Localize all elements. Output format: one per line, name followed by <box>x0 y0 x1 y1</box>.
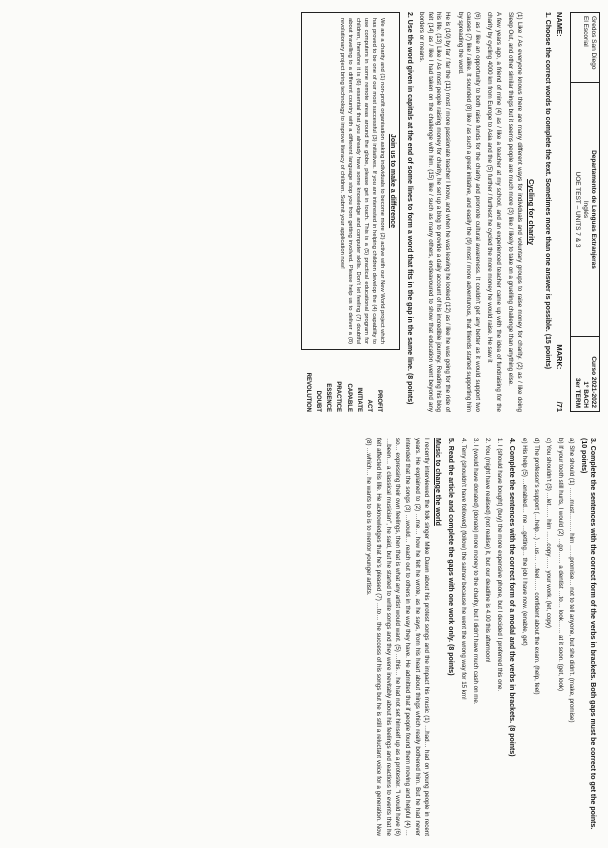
q4-item: 4. Terry (shouldn't have followed) (follow) the satnav because he went the wrong way for 15 km! <box>459 438 467 700</box>
q2-box-title: Join us to make a difference <box>389 133 397 229</box>
q3-items <box>519 438 576 836</box>
mark-label: MARK: <box>554 344 564 370</box>
q5-article: I recently interviewed the folk singer Mike Dawn about his protest songs and the impact his music (1) …had… had on young people in recent years. He explained to (2) …me… how he felt he wrote, as he says, from his heart about things which really bothered him. But he had never intended that the songs (3) …would… reach out to others in the way they have. He admitted that if people found them moving and helpful (4) …so… expressing their own feelings, then that is what any artist would want. (5) …this… he had not set himself up as a protester. "I would have (6) …been… a classical musician", he said, but he started to write songs and they were inevitably about his feelings and reactions to events that he felt affected his life. He acknowledges that he's pleased (7) …to… the success of his songs but he is still a reluctant voice for a generation. Now (8) …which… he wants to do is to mentor younger artists. <box>365 438 431 836</box>
course-term: 3er TERM <box>573 378 581 408</box>
course-cell <box>571 337 599 411</box>
school-cell <box>571 13 599 83</box>
q3-item: e) His help (5) …enabled… me …getting… the job I have now. (enable, get) <box>520 438 528 646</box>
q2-text-box <box>301 12 401 350</box>
q3-item: d) The professor's support (…help…) …us… …feel…… confident about the exam. (help, feel) <box>532 438 540 695</box>
q4-item: 1. I (should have bought) (buy) the more expensive phone, but I decided I preferred this one. <box>495 438 503 692</box>
q2-paragraph: We are a charity and (1) non-profit organisation asking individuals to become more (2) active with our New World project which has proved to be one of our most successful (3) initiatives. If you are interested in helping children develop the (4) capability to use computers in some remote areas around the globe, please get in touch. This is a (5) practical educational program for children, therefore it is (6) essential that you already have some knowledge and computer skills. Don't let feeling (7) doubtful about travelling to a different country with a different language stop you from getting involved. Please help us to deliver a (8) revolutionary project bring technology to improve literacy of children. Submit your application now! <box>338 18 386 344</box>
name-mark-row <box>555 12 564 412</box>
right-column <box>0 424 608 848</box>
subject-name: Inglés <box>581 200 589 219</box>
mark-total: /71 <box>554 401 564 412</box>
q3-item: c) You shouldn't (3) …let…… him ……copy…… your work. (let, copy) <box>544 438 552 628</box>
q2-word: ESSENCE <box>325 383 332 412</box>
q5-instruction: 5. Read the article and complete the gaps with one work only. (8 points) <box>446 438 454 676</box>
q4-items <box>458 438 503 836</box>
q3-item: b) If your tooth still hurts, I would (2) …go…… a dentist …to… look…… at it soon. (get, look) <box>556 438 564 692</box>
q5-title: Music to change the world <box>434 438 442 526</box>
q2-section <box>301 12 401 412</box>
q1-title: Cycling for charity <box>526 179 536 245</box>
q1-paragraph: A few years ago, a friend of mine (4) as / like a teacher at my school, and an experienced teacher came up with the idea of fundraising for the charity by cycling 4000 km from Europe to Asia and the (5) further / furthest he cycled the more money he would raise. He saw it <box>486 12 502 412</box>
q2-word-list <box>301 356 401 412</box>
q2-word: REVOLUTION <box>304 372 311 412</box>
school-location: El Escorial <box>581 16 589 47</box>
q1-paragraph: He is (10) by far / far the (11) most / more passionate teacher I know, and when he was leaving he looked (12) as / like he was going for the ride of his life. (13) Like / As most people raising money for charity, he set up a blog to provide a daily account of his incredible journey. Reading his blog felt (14) as / like I had taken on the challenge with him. (15) like / such as many others, endeavoured to show that education went beyond any borders or means. <box>418 12 452 412</box>
q2-word: PROFIT <box>376 390 383 412</box>
exam-header <box>570 12 600 412</box>
mark-field <box>555 344 564 412</box>
q1-instruction: 1. Choose the correct words to complete the text. Sometimes more than one answer is possible. (15 points) <box>543 12 551 370</box>
q2-instruction: 2. Use the word given in capitals at the end of some lines to form a word that fits in the gap in the same line. (8 points) <box>405 12 413 405</box>
q2-word: PRACTICE <box>335 381 342 412</box>
test-name: UOE TEST – UNITS 7 & 3 <box>573 171 581 248</box>
q2-word: INITIATE <box>355 387 362 412</box>
q2-word: CAPABLE <box>345 383 352 412</box>
department-name: Departamento de Lenguas Extranjeras <box>590 150 597 269</box>
course-level: 1º BACH <box>581 381 589 408</box>
q2-word: DOUBT <box>314 390 321 412</box>
q1-paragraph: (1) Like / As everyone knows there are many different ways for individuals and voluntary groups to raise money for charity. (2) as / like doing Sleep Out, and other similar things but it seems people are much more (3) like / likely to take on a gruelling challenge than anything else. <box>507 12 523 412</box>
q4-item: 3. I (would have donated) (donate) more money to the charity, but I didn't have much cash on me. <box>471 438 479 705</box>
school-name: Gredos San Diego <box>590 16 597 70</box>
q4-instruction: 4. Complete the sentences with the correct form of a modal and the verbs in brackets. (8 points) <box>507 438 515 757</box>
q4-item: 2. You (might have realised) (not realise) it, but our deadline is 4.00 this afternoon! <box>483 438 491 663</box>
q3-item: a) She should (1) ……must……… him ……promise… not to tell anyone, but she didn't. (make, promise) <box>568 438 576 723</box>
q3-instruction: 3. Complete the sentences with the correct form of the verbs in brackets. Both gaps must be correct to get the points. (10 points) <box>580 438 596 830</box>
q1-paragraph: (6) as / like an opportunity to both raise funds for the charity and promote cultural awareness. It couldn't get any better as it would support two causes (7) like / alike. It sounded (8) like / as such a great initiative, and easily the (9) most / more adventurous, that friends started supporting him by spreading the word. <box>456 12 481 412</box>
q2-word: ACT <box>365 399 372 412</box>
course-year: Curso 2021-2022 <box>590 356 597 408</box>
name-label: NAME: <box>554 12 564 37</box>
department-cell <box>571 83 599 337</box>
